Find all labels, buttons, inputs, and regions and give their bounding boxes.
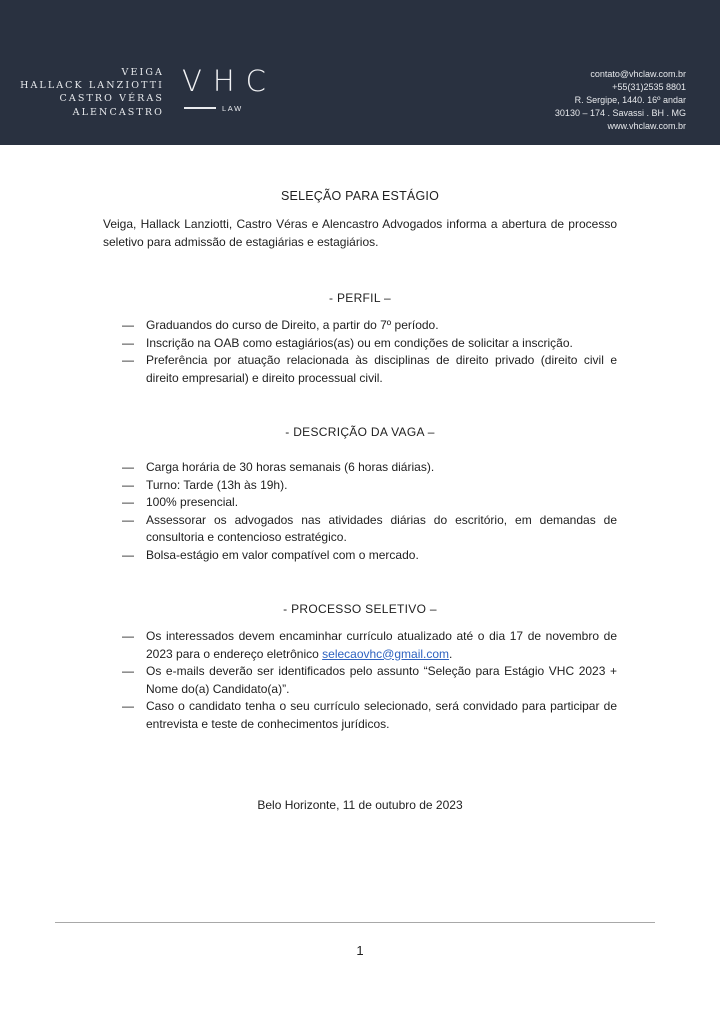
firm-name-line: ALENCASTRO [72, 106, 164, 118]
dash-bullet: — [122, 512, 134, 527]
dash-bullet: — [122, 477, 134, 492]
descricao-list [122, 459, 617, 564]
dash-bullet: — [122, 335, 134, 350]
section-title-perfil: - PERFIL – [329, 291, 391, 305]
list-item: — Carga horária de 30 horas semanais (6 horas diárias). [122, 459, 617, 477]
contact-phone: +55(31)2535 8801 [612, 82, 686, 93]
list-item: — Bolsa-estágio em valor compatível com o mercado. [122, 547, 617, 565]
email-link[interactable]: selecaovhc@gmail.com [322, 646, 450, 661]
contact-address: R. Sergipe, 1440. 16º andar [574, 95, 686, 106]
section-title-descricao: - DESCRIÇÃO DA VAGA – [285, 425, 435, 439]
contact-block [555, 68, 686, 133]
page-number: 1 [356, 943, 364, 958]
list-item: — Caso o candidato tenha o seu currículo selecionado, será convidado para participar de entrevista e teste de conhecimentos jurídicos. [122, 699, 617, 731]
processo-list [122, 628, 617, 733]
dash-bullet: — [122, 699, 134, 713]
dash-bullet: — [122, 353, 134, 367]
logo-divider [184, 107, 216, 109]
logo-mark: VHC [182, 64, 277, 98]
letterhead [0, 0, 720, 145]
section-title-processo: - PROCESSO SELETIVO – [283, 602, 437, 616]
dash-bullet: — [122, 664, 134, 678]
list-item: — Os e-mails deverão ser identificados pelo assunto “Seleção para Estágio VHC 2023 + Nome do(a) Candidato(a)”. [122, 664, 617, 696]
list-item: — Os interessados devem encaminhar currículo atualizado até o dia 17 de novembro de 2023 para o endereço eletrônico selecaovhc@gmail.com. [122, 629, 617, 661]
list-item: — Graduandos do curso de Direito, a partir do 7º período. [122, 317, 617, 335]
dash-bullet: — [122, 629, 134, 643]
document-title: SELEÇÃO PARA ESTÁGIO [281, 189, 439, 203]
vhc-logo [182, 64, 282, 119]
dash-bullet: — [122, 495, 134, 509]
firm-name-line: CASTRO VÉRAS [59, 93, 164, 105]
firm-name-line: VEIGA [121, 67, 164, 78]
contact-email[interactable]: contato@vhclaw.com.br [590, 69, 686, 79]
list-item: — Preferência por atuação relacionada às disciplinas de direito privado (direito civil e direito empresarial) e direito processual civil. [122, 353, 617, 385]
list-item: — Assessorar os advogados nas atividades diárias do escritório, em demandas de consultoria e contencioso estratégico. [122, 512, 617, 544]
contact-postal: 30130 – 174 . Savassi . BH . MG [554, 108, 686, 119]
firm-name-block [20, 66, 164, 119]
list-item: — Turno: Tarde (13h às 19h). [122, 477, 617, 495]
perfil-list [122, 317, 617, 387]
dash-bullet: — [122, 460, 134, 474]
place-and-date: Belo Horizonte, 11 de outubro de 2023 [257, 798, 463, 812]
logo-subtitle: LAW [222, 104, 243, 113]
dash-bullet: — [122, 318, 134, 332]
list-item: — Inscrição na OAB como estagiários(as) ou em condições de solicitar a inscrição. [122, 335, 617, 353]
contact-website[interactable]: www.vhclaw.com.br [607, 121, 686, 132]
list-item: — 100% presencial. [122, 494, 617, 512]
dash-bullet: — [122, 547, 134, 562]
intro-paragraph: Veiga, Hallack Lanziotti, Castro Véras e Alencastro Advogados informa a abertura de processo seletivo para admissão de estagiárias e estagiários. [103, 217, 617, 249]
firm-name-line: HALLACK LANZIOTTI [20, 80, 164, 92]
footer-divider [55, 922, 655, 923]
